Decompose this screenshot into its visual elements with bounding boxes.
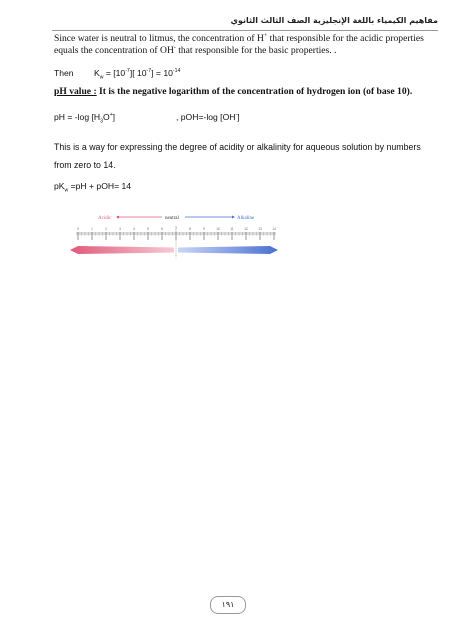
ruler-tick-label: 9 [203, 227, 205, 231]
oh-minus-sup: - [173, 44, 176, 51]
ruler-tick-label: 3 [119, 227, 121, 231]
ruler-tick-label: 0 [77, 227, 79, 231]
ruler-tick-label: 10 [216, 227, 220, 231]
kw-exp-3: -14 [172, 68, 181, 75]
acidic-label: Acidic [98, 216, 112, 221]
ph-eq-a: pH = -log [H [54, 112, 101, 122]
kw-sub: w [99, 74, 104, 81]
pkw-b: =pH + pOH= 14 [68, 181, 132, 191]
poh-eq-c: ] [237, 112, 240, 122]
pkw-a: pK [54, 181, 65, 191]
ruler-tick-label: 11 [230, 227, 234, 231]
kw-eq: = [10 [103, 68, 126, 78]
poh-equation [176, 112, 240, 122]
intro-paragraph [54, 33, 434, 57]
intro-text-3: that responsible for the basic properties. . [175, 45, 337, 56]
acidic-dot [117, 216, 120, 219]
ruler-tick-label: 1 [91, 227, 93, 231]
ruler-tick-label: 13 [258, 227, 262, 231]
ph-equation [54, 112, 116, 125]
header-divider [52, 30, 438, 31]
intro-text-2: that responsible for the acidic properties equals the concentration of OH [54, 33, 424, 56]
alkaline-label: Alkaline [237, 216, 255, 221]
ph-eq-sup: + [109, 112, 113, 119]
ph-eq-b: O [102, 112, 110, 122]
kw-end: ] = 10 [151, 68, 173, 78]
poh-eq-sup: - [235, 112, 238, 119]
ruler-tick-label: 6 [161, 227, 163, 231]
ph-definition [54, 86, 444, 97]
pkw-equation [54, 181, 132, 194]
intro-text-1: Since water is neutral to litmus, the concentration of H [54, 33, 264, 44]
pkw-sub: w [64, 187, 69, 194]
neutral-label: neutral [165, 216, 179, 221]
ruler-tick-label: 12 [244, 227, 248, 231]
acid-arrow [70, 246, 174, 254]
ph-eq-sub: 3 [100, 118, 103, 125]
ph-definition-text: It is the negative logarithm of the concentration of hydrogen ion (of base 10). [96, 86, 413, 97]
ph-eq-c: ] [112, 112, 116, 122]
then-label: Then [54, 68, 74, 78]
ruler-tick-label: 8 [189, 227, 191, 231]
kw-exp-1: -7 [125, 68, 130, 75]
alkaline-arrowhead [232, 216, 235, 219]
kw-exp-2: -7 [146, 68, 152, 75]
ruler-tick-label: 5 [147, 227, 149, 231]
kw-mid: ][ 10 [129, 68, 147, 78]
page-number: ١٩١ [210, 596, 246, 614]
kw-k: K [94, 68, 100, 78]
ruler-tick-label: 2 [105, 227, 107, 231]
header-title: مفاهيم الكيمياء باللغة الإنجليزية الصف الثالث الثانوي [230, 16, 438, 25]
ruler-tick-label: 14 [272, 227, 276, 231]
explanation-paragraph: This is a way for expressing the degree of acidity or alkalinity for aqueous solution by numbers from zero to 14. [54, 142, 421, 170]
kw-equation [94, 68, 181, 81]
base-arrow [178, 246, 278, 254]
ruler-tick-label: 4 [133, 227, 135, 231]
ph-scale-figure [66, 206, 282, 266]
h-plus-sup: + [263, 32, 268, 39]
poh-eq-a: , pOH=-log [OH [176, 112, 236, 122]
ph-term: pH value : [54, 86, 97, 97]
